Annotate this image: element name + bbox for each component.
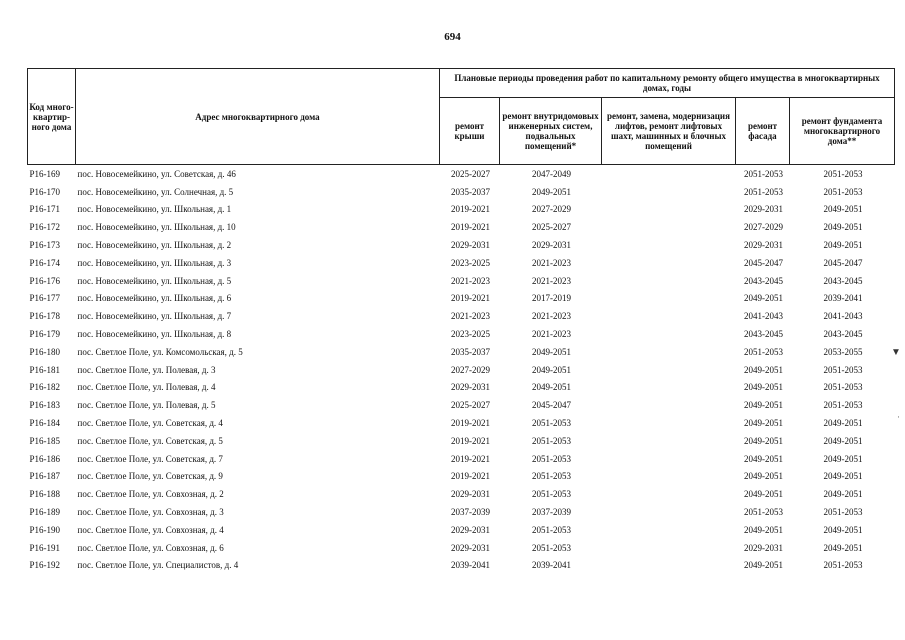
cell-foundation: 2049-2051 — [823, 471, 863, 482]
cell-elevators — [602, 254, 736, 272]
table-row — [28, 218, 895, 236]
cell-systems: 2021-2023 — [532, 329, 571, 340]
cell-roof: 2019-2021 — [451, 471, 490, 482]
cell-systems: 2045-2047 — [532, 400, 571, 411]
cell-roof: 2029-2031 — [451, 524, 490, 535]
header-address: Адрес многоквартирного дома — [76, 69, 440, 165]
cell-code: P16-187 — [29, 471, 61, 482]
header-systems: ремонт внутридомовых инженерных систем, подвальных помещений* — [500, 98, 602, 165]
cell-roof: 2019-2021 — [451, 435, 490, 446]
cell-foundation: 2051-2053 — [823, 400, 863, 411]
cell-code: P16-183 — [29, 400, 61, 411]
cell-systems: 2017-2019 — [532, 293, 571, 304]
cell-foundation: 2045-2047 — [823, 257, 863, 268]
repair-schedule-table — [27, 68, 895, 574]
cell-roof: 2019-2021 — [451, 453, 490, 464]
cell-address: пос. Новосемейкино, ул. Школьная, д. 1 — [77, 204, 232, 215]
cell-foundation: 2049-2051 — [823, 489, 863, 500]
cell-facade: 2051-2053 — [744, 507, 783, 518]
cell-facade: 2049-2051 — [744, 382, 783, 393]
cell-facade: 2049-2051 — [744, 560, 783, 571]
page-number: 694 — [444, 31, 461, 43]
cell-foundation: 2043-2045 — [823, 329, 863, 340]
cell-foundation: 2051-2053 — [823, 168, 863, 179]
cell-roof: 2019-2021 — [451, 222, 490, 233]
cell-code: P16-185 — [29, 435, 61, 446]
cell-facade: 2049-2051 — [744, 435, 783, 446]
cell-elevators — [602, 218, 736, 236]
cell-roof: 2029-2031 — [451, 489, 490, 500]
cell-facade: 2029-2031 — [744, 204, 783, 215]
header-foundation: ремонт фундамента многоквартирного дома** — [790, 98, 895, 165]
cell-systems: 2049-2051 — [532, 364, 571, 375]
cell-code: P16-190 — [29, 524, 61, 535]
table-row — [28, 343, 895, 361]
cell-elevators — [602, 468, 736, 486]
cell-address: пос. Светлое Поле, ул. Полевая, д. 3 — [77, 364, 216, 375]
cell-systems: 2021-2023 — [532, 257, 571, 268]
table-row — [28, 432, 895, 450]
table-row — [28, 468, 895, 486]
cell-elevators — [602, 503, 736, 521]
cell-foundation: 2051-2053 — [823, 186, 863, 197]
cell-roof: 2019-2021 — [451, 418, 490, 429]
cell-facade: 2049-2051 — [744, 418, 783, 429]
cell-address: пос. Светлое Поле, ул. Совхозная, д. 4 — [77, 524, 224, 535]
cell-systems: 2025-2027 — [532, 222, 571, 233]
cell-systems: 2049-2051 — [532, 382, 571, 393]
cell-address: пос. Новосемейкино, ул. Школьная, д. 2 — [77, 240, 232, 251]
table-row — [28, 183, 895, 201]
cell-elevators — [602, 485, 736, 503]
cell-roof: 2025-2027 — [451, 168, 490, 179]
cell-facade: 2043-2045 — [744, 275, 783, 286]
cell-roof: 2019-2021 — [451, 293, 490, 304]
cell-address: пос. Новосемейкино, ул. Школьная, д. 3 — [77, 257, 232, 268]
cell-systems: 2051-2053 — [532, 542, 571, 553]
cell-facade: 2049-2051 — [744, 471, 783, 482]
header-elevators: ремонт, замена, модернизация лифтов, ремонт лифтовых шахт, машинных и блочных помещений — [602, 98, 736, 165]
cell-elevators — [602, 379, 736, 397]
cell-facade: 2049-2051 — [744, 489, 783, 500]
cell-foundation: 2049-2051 — [823, 435, 863, 446]
cell-roof: 2023-2025 — [451, 329, 490, 340]
cell-elevators — [602, 272, 736, 290]
cell-foundation: 2051-2053 — [823, 507, 863, 518]
table-row — [28, 503, 895, 521]
header-facade: ремонт фасада — [736, 98, 790, 165]
cell-code: P16-191 — [29, 542, 61, 553]
cell-address: пос. Светлое Поле, ул. Полевая, д. 5 — [77, 400, 216, 411]
cell-address: пос. Новосемейкино, ул. Советская, д. 46 — [77, 168, 236, 179]
cell-address: пос. Светлое Поле, ул. Совхозная, д. 2 — [77, 489, 224, 500]
table-row — [28, 557, 895, 575]
cell-code: P16-169 — [29, 168, 61, 179]
cell-code: P16-177 — [29, 293, 61, 304]
cell-facade: 2049-2051 — [744, 400, 783, 411]
table-row — [28, 325, 895, 343]
cell-foundation: 2051-2053 — [823, 364, 863, 375]
cell-address: пос. Светлое Поле, ул. Полевая, д. 4 — [77, 382, 216, 393]
header-roof: ремонт крыши — [440, 98, 500, 165]
cell-foundation: 2041-2043 — [823, 311, 863, 322]
cell-systems: 2047-2049 — [532, 168, 571, 179]
table-row — [28, 272, 895, 290]
cell-foundation: 2049-2051 — [823, 542, 863, 553]
cell-address: пос. Новосемейкино, ул. Школьная, д. 7 — [77, 311, 232, 322]
cell-facade: 2029-2031 — [744, 542, 783, 553]
cell-systems: 2021-2023 — [532, 275, 571, 286]
table-row — [28, 361, 895, 379]
cell-facade: 2051-2053 — [744, 186, 783, 197]
cell-elevators — [602, 414, 736, 432]
cell-code: P16-181 — [29, 364, 61, 375]
cell-systems: 2027-2029 — [532, 204, 571, 215]
table-row — [28, 485, 895, 503]
cell-elevators — [602, 557, 736, 575]
cell-roof: 2021-2023 — [451, 311, 490, 322]
table-row — [28, 450, 895, 468]
cell-foundation: 2049-2051 — [823, 418, 863, 429]
cell-address: пос. Светлое Поле, ул. Советская, д. 7 — [77, 453, 223, 464]
cell-elevators — [602, 325, 736, 343]
cell-address: пос. Новосемейкино, ул. Школьная, д. 5 — [77, 275, 232, 286]
cell-systems: 2049-2051 — [532, 186, 571, 197]
cell-roof: 2037-2039 — [451, 507, 490, 518]
cell-foundation: 2051-2053 — [823, 382, 863, 393]
cell-elevators — [602, 165, 736, 183]
table-row — [28, 414, 895, 432]
cell-code: P16-184 — [29, 418, 61, 429]
table-row — [28, 307, 895, 325]
cell-roof: 2019-2021 — [451, 204, 490, 215]
cell-foundation: 2053-2055 — [823, 346, 863, 357]
cell-address: пос. Новосемейкино, ул. Школьная, д. 6 — [77, 293, 232, 304]
cell-elevators — [602, 432, 736, 450]
cell-systems: 2037-2039 — [532, 507, 571, 518]
cell-facade: 2049-2051 — [744, 453, 783, 464]
cell-roof: 2027-2029 — [451, 364, 490, 375]
cell-elevators — [602, 183, 736, 201]
header-periods-group: Плановые периоды проведения работ по капитальному ремонту общего имущества в многоквартирных домах, годы — [440, 69, 895, 98]
cell-facade: 2049-2051 — [744, 364, 783, 375]
cell-facade: 2043-2045 — [744, 329, 783, 340]
cell-foundation: 2039-2041 — [823, 293, 863, 304]
cell-code: P16-182 — [29, 382, 61, 393]
cell-address: пос. Новосемейкино, ул. Школьная, д. 10 — [77, 222, 236, 233]
cell-code: P16-171 — [29, 204, 61, 215]
cell-systems: 2051-2053 — [532, 453, 571, 464]
cell-foundation: 2049-2051 — [823, 240, 863, 251]
cell-facade: 2027-2029 — [744, 222, 783, 233]
cell-elevators — [602, 307, 736, 325]
table-row — [28, 521, 895, 539]
table-row — [28, 396, 895, 414]
cell-code: P16-174 — [29, 257, 61, 268]
cell-address: пос. Новосемейкино, ул. Солнечная, д. 5 — [77, 186, 234, 197]
cell-elevators — [602, 521, 736, 539]
cell-facade: 2049-2051 — [744, 524, 783, 535]
cell-roof: 2035-2037 — [451, 186, 490, 197]
cell-roof: 2029-2031 — [451, 382, 490, 393]
cell-facade: 2029-2031 — [744, 240, 783, 251]
table-row — [28, 165, 895, 183]
table-body — [28, 165, 895, 575]
cell-facade: 2051-2053 — [744, 168, 783, 179]
cell-systems: 2021-2023 — [532, 311, 571, 322]
cell-code: P16-186 — [29, 453, 61, 464]
cell-roof: 2039-2041 — [451, 560, 490, 571]
cell-code: P16-178 — [29, 311, 61, 322]
arrow-down-icon: ▼ — [891, 347, 901, 358]
table-row — [28, 201, 895, 219]
cell-code: P16-170 — [29, 186, 61, 197]
cell-address: пос. Светлое Поле, ул. Комсомольская, д. 5 — [77, 346, 243, 357]
table-row — [28, 379, 895, 397]
dot-mark: · — [897, 412, 900, 422]
table-row — [28, 539, 895, 557]
cell-elevators — [602, 236, 736, 254]
cell-elevators — [602, 343, 736, 361]
cell-systems: 2051-2053 — [532, 471, 571, 482]
cell-systems: 2051-2053 — [532, 418, 571, 429]
cell-systems: 2029-2031 — [532, 240, 571, 251]
header-code: Код много-квартир-ного дома — [28, 69, 76, 165]
cell-foundation: 2049-2051 — [823, 204, 863, 215]
cell-systems: 2049-2051 — [532, 346, 571, 357]
cell-facade: 2049-2051 — [744, 293, 783, 304]
cell-foundation: 2049-2051 — [823, 524, 863, 535]
cell-foundation: 2051-2053 — [823, 560, 863, 571]
cell-facade: 2041-2043 — [744, 311, 783, 322]
cell-code: P16-172 — [29, 222, 61, 233]
cell-elevators — [602, 396, 736, 414]
cell-elevators — [602, 361, 736, 379]
table-row — [28, 290, 895, 308]
cell-code: P16-176 — [29, 275, 61, 286]
cell-facade: 2045-2047 — [744, 257, 783, 268]
cell-facade: 2051-2053 — [744, 346, 783, 357]
cell-systems: 2051-2053 — [532, 524, 571, 535]
cell-elevators — [602, 539, 736, 557]
cell-foundation: 2043-2045 — [823, 275, 863, 286]
cell-roof: 2023-2025 — [451, 257, 490, 268]
cell-address: пос. Светлое Поле, ул. Советская, д. 5 — [77, 435, 223, 446]
cell-roof: 2021-2023 — [451, 275, 490, 286]
cell-address: пос. Светлое Поле, ул. Специалистов, д. 4 — [77, 560, 239, 571]
cell-address: пос. Светлое Поле, ул. Совхозная, д. 6 — [77, 542, 224, 553]
cell-systems: 2039-2041 — [532, 560, 571, 571]
cell-elevators — [602, 290, 736, 308]
cell-roof: 2025-2027 — [451, 400, 490, 411]
cell-address: пос. Светлое Поле, ул. Советская, д. 4 — [77, 418, 223, 429]
cell-code: P16-192 — [29, 560, 61, 571]
cell-address: пос. Новосемейкино, ул. Школьная, д. 8 — [77, 329, 232, 340]
cell-code: P16-173 — [29, 240, 61, 251]
cell-roof: 2035-2037 — [451, 346, 490, 357]
cell-systems: 2051-2053 — [532, 489, 571, 500]
cell-foundation: 2049-2051 — [823, 453, 863, 464]
cell-foundation: 2049-2051 — [823, 222, 863, 233]
cell-code: P16-188 — [29, 489, 61, 500]
cell-code: P16-179 — [29, 329, 61, 340]
cell-elevators — [602, 450, 736, 468]
cell-address: пос. Светлое Поле, ул. Совхозная, д. 3 — [77, 507, 224, 518]
cell-roof: 2029-2031 — [451, 542, 490, 553]
cell-elevators — [602, 201, 736, 219]
cell-address: пос. Светлое Поле, ул. Советская, д. 9 — [77, 471, 223, 482]
table-row — [28, 254, 895, 272]
cell-systems: 2051-2053 — [532, 435, 571, 446]
cell-code: P16-189 — [29, 507, 61, 518]
cell-roof: 2029-2031 — [451, 240, 490, 251]
cell-code: P16-180 — [29, 346, 61, 357]
table-row — [28, 236, 895, 254]
